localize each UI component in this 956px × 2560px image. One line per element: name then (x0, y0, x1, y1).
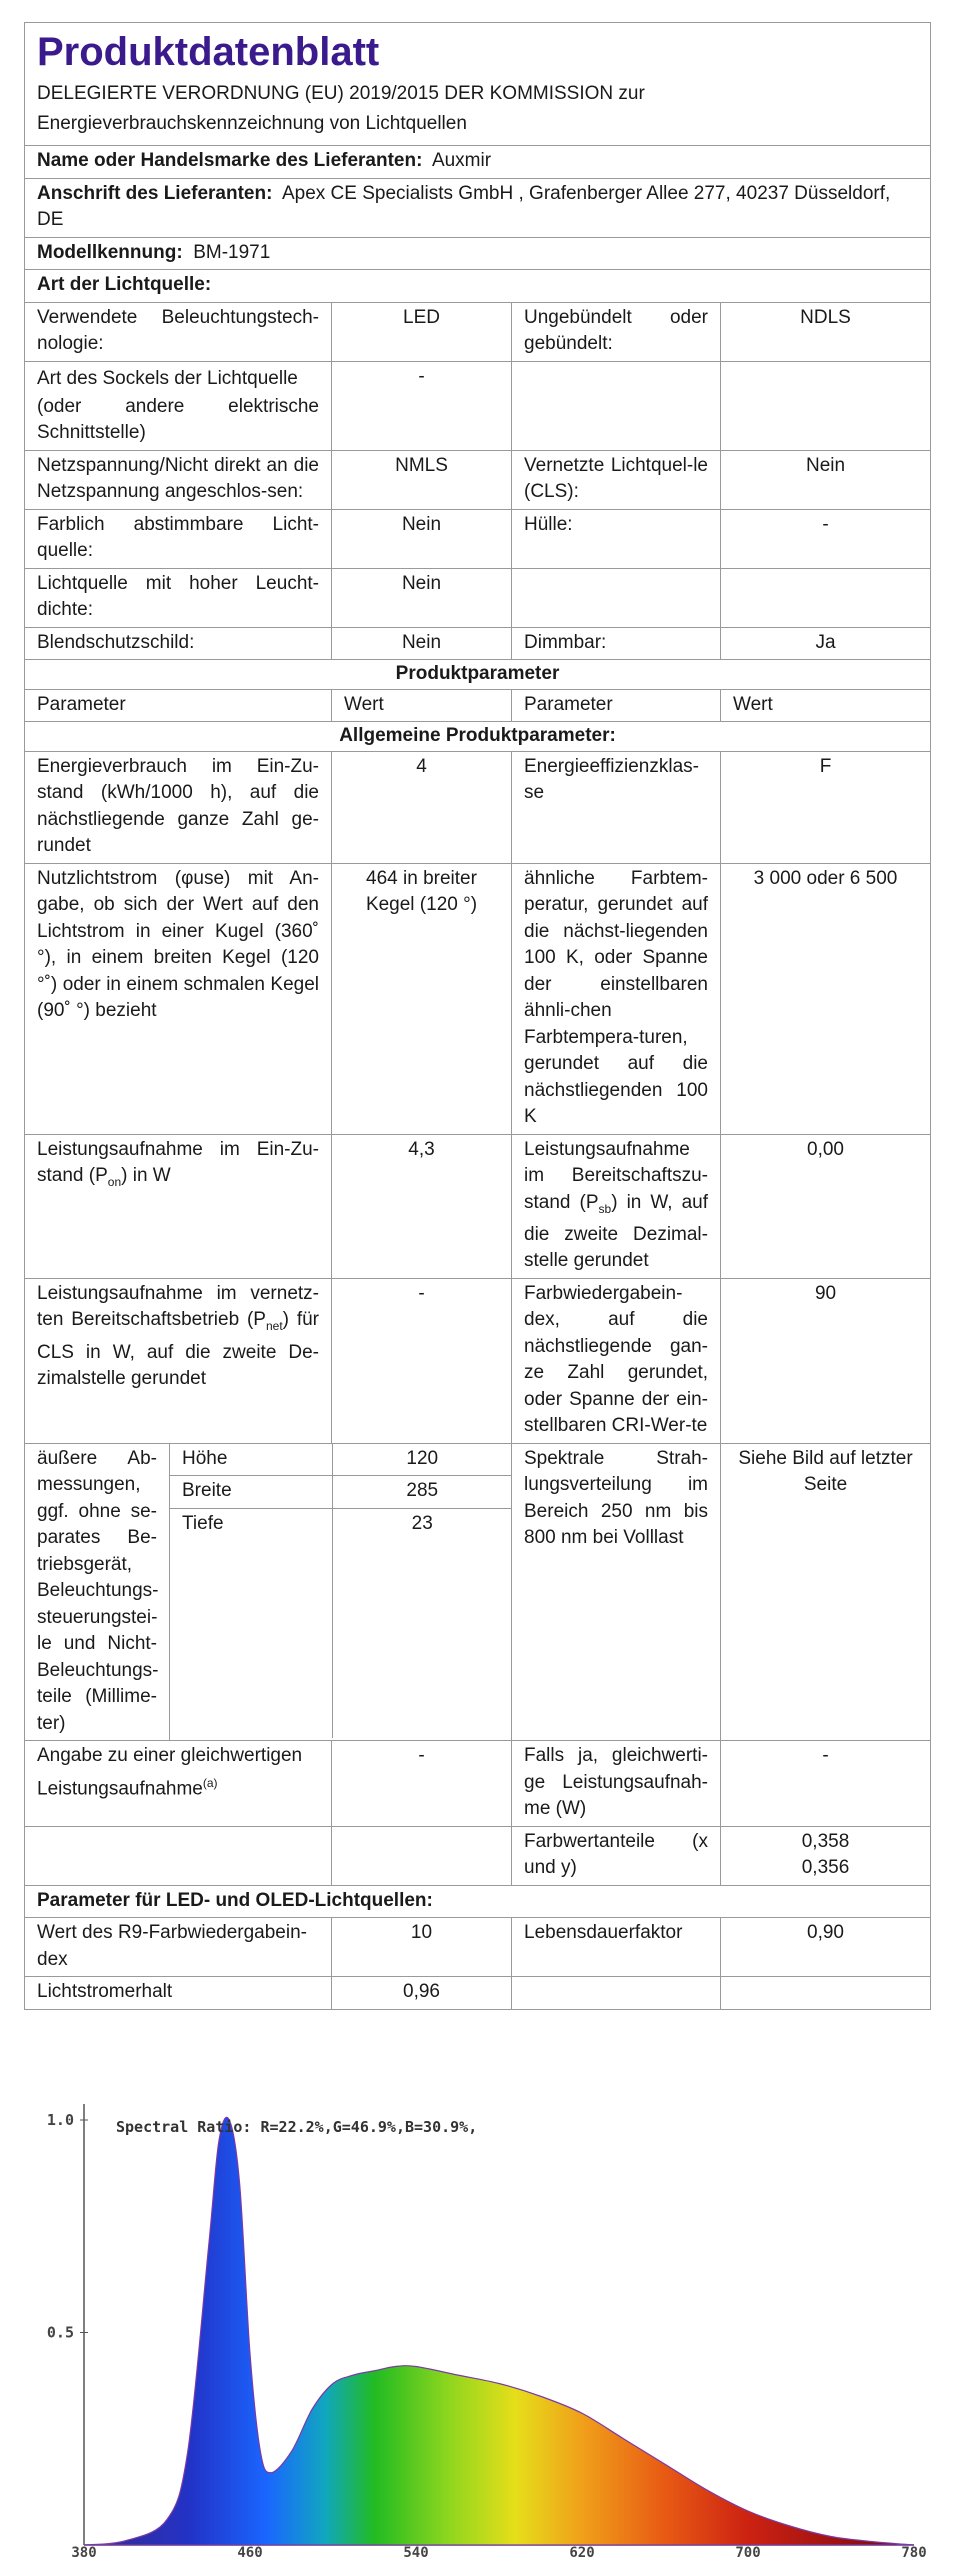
equivalent-power-text: Angabe zu einer gleichwertigen Leistungsaufnahme (37, 1745, 303, 1800)
model-label: Modellkennung: (37, 241, 183, 263)
datasheet (24, 22, 930, 2010)
supplier-address-label: Anschrift des Lieferanten: (37, 182, 273, 204)
standby-value: 0,00 (721, 1134, 931, 1278)
datasheet-table (24, 22, 931, 2010)
x-tick-label: 620 (569, 2545, 595, 2560)
dimmable-label: Dimmbar: (512, 627, 721, 660)
width-value: 285 (332, 1476, 512, 1509)
cct-label: ähnliche Farbtem-peratur, gerundet auf die nächst-liegenden 100 K, oder Spanne der einstellbaren ähnli-chen Farbtempera-turen, gerundet auf die nächstliegenden 100 K (512, 863, 721, 1134)
network-standby-label-a: Leistungsaufnahme im vernetz-ten Bereitschaftsbetrieb (P (37, 1282, 319, 1331)
network-standby-label-b: ) für CLS in W, auf die zweite De-zimalstelle gerundet (37, 1309, 319, 1390)
survival-factor-label: Lebensdauerfaktor (512, 1918, 721, 1977)
r9-row (25, 1918, 931, 1977)
light-type-heading: Art der Lichtquelle: (25, 270, 931, 303)
general-params-heading: Allgemeine Produktparameter: (25, 722, 931, 752)
supplier-address-value: Apex CE Specialists GmbH , Grafenberger Allee 277, 40237 Düsseldorf, DE (37, 182, 891, 230)
x-tick-label: 380 (71, 2545, 97, 2560)
power-on-sub: on (107, 1174, 122, 1189)
socket-label-a: Art des Sockels der Lichtquelle (37, 367, 298, 389)
high-luminance-row (25, 568, 931, 627)
regulation-line-1: DELEGIERTE VERORDNUNG (EU) 2019/2015 DER KOMMISSION zur (37, 83, 645, 104)
tunable-row (25, 509, 931, 568)
flux-value: 464 in breiter Kegel (120 °) (332, 863, 512, 1134)
supplier-name-label: Name oder Handelsmarke des Lieferanten: (37, 150, 423, 171)
power-on-label (25, 1134, 332, 1278)
x-tick-label: 780 (901, 2545, 927, 2560)
depth-row (170, 1508, 512, 1738)
connected-label: Vernetzte Lichtquel-le (CLS): (512, 450, 721, 509)
spectrum-area (84, 2117, 914, 2545)
supplier-name-cell (25, 146, 931, 179)
standby-label-a: Leistungsaufnahme im Bereitschaftszu-stand (P (524, 1138, 708, 1213)
supplier-name-row (25, 146, 931, 179)
footnote-marker: (a) (202, 1775, 218, 1790)
spectral-value: Siehe Bild auf letzter Seite (721, 1443, 931, 1741)
x-tick-label: 700 (735, 2545, 761, 2560)
glare-shield-label: Blendschutzschild: (25, 627, 332, 660)
product-params-heading-row (25, 660, 931, 690)
tunable-value: Nein (332, 509, 512, 568)
height-label: Höhe (170, 1444, 332, 1476)
survival-factor-value: 0,90 (721, 1918, 931, 1977)
empty-cell (721, 361, 931, 450)
chromaticity-values (721, 1826, 931, 1885)
envelope-label: Hülle: (512, 509, 721, 568)
depth-value: 23 (332, 1508, 512, 1738)
chromaticity-label: Farbwertanteile (x und y) (512, 1826, 721, 1885)
equivalent-power-row (25, 1741, 931, 1827)
column-header-value: Wert (721, 689, 931, 722)
dimmable-value: Ja (721, 627, 931, 660)
column-header-value: Wert (332, 689, 512, 722)
bundled-label: Ungebündelt oder gebündelt: (512, 302, 721, 361)
x-axis-ticks (71, 2545, 926, 2560)
empty-cell (512, 568, 721, 627)
power-on-label-a: Leistungsaufnahme im Ein-Zu-stand (P (37, 1138, 319, 1186)
x-tick-label: 540 (403, 2545, 429, 2560)
power-on-label-b: ) in W (121, 1165, 171, 1186)
equivalent-power-label (25, 1741, 332, 1827)
depth-label: Tiefe (182, 1512, 224, 1534)
empty-cell (721, 568, 931, 627)
chromaticity-y: 0,356 (801, 1857, 850, 1879)
standby-label (512, 1134, 721, 1278)
empty-cell (512, 361, 721, 450)
product-params-heading: Produktparameter (25, 660, 931, 690)
page-title: Produktdatenblatt (37, 30, 380, 74)
mains-row (25, 450, 931, 509)
empty-cell (332, 1826, 512, 1885)
dimensions-label: äußere Ab-messungen, ggf. ohne se-parates Be-triebsgerät, Beleuchtungs-steuerungstei-le und Nicht-Beleuchtungs-teile (Millime-ter) (25, 1443, 170, 1741)
technology-row (25, 302, 931, 361)
y-tick-label: 1.0 (46, 2111, 74, 2129)
equivalent-power-value: - (332, 1741, 512, 1827)
energy-label: Energieverbrauch im Ein-Zu-stand (kWh/1000 h), auf die nächstliegende ganze Zahl ge-rundet (25, 751, 332, 863)
chromaticity-x: 0,358 (801, 1830, 850, 1852)
led-params-heading: Parameter für LED- und OLED-Lichtquellen: (25, 1885, 931, 1918)
network-standby-row (25, 1278, 931, 1443)
tunable-label: Farblich abstimmbare Licht-quelle: (25, 509, 332, 568)
r9-value: 10 (332, 1918, 512, 1977)
dimensions-values-cell (170, 1443, 512, 1741)
spectral-label: Spektrale Strah-lungsverteilung im Bereich 250 nm bis 800 nm bei Volllast (512, 1443, 721, 1741)
cri-label: Farbwiedergabein-dex, auf die nächstliegende gan-ze Zahl gerundet, oder Spanne der ein-stellbaren CRI-Wer-te (512, 1278, 721, 1443)
high-luminance-label: Lichtquelle mit hoher Leucht-dichte: (25, 568, 332, 627)
regulation-line-2: Energieverbrauchskennzeichnung von Lichtquellen (37, 113, 467, 134)
efficiency-class-label: Energieeffizienzklas-se (512, 751, 721, 863)
network-standby-value: - (332, 1278, 512, 1443)
technology-label: Verwendete Beleuchtungstech-nologie: (25, 302, 332, 361)
model-row (25, 237, 931, 270)
spectral-distribution-graph (24, 2090, 930, 2560)
envelope-value: - (721, 509, 931, 568)
standby-sub: sb (598, 1201, 612, 1216)
supplier-name-value: Auxmir (431, 150, 492, 171)
socket-label-cell (25, 361, 332, 450)
supplier-address-cell (25, 178, 931, 237)
lumen-maintenance-row (25, 1977, 931, 2010)
chromaticity-row (25, 1826, 931, 1885)
glare-shield-value: Nein (332, 627, 512, 660)
glare-shield-row (25, 627, 931, 660)
mains-value: NMLS (332, 450, 512, 509)
connected-value: Nein (721, 450, 931, 509)
x-tick-label: 460 (237, 2545, 263, 2560)
energy-row (25, 751, 931, 863)
cri-value: 90 (721, 1278, 931, 1443)
socket-label-b: (oder andere elektrische Schnittstelle) (37, 395, 319, 443)
led-params-heading-row (25, 1885, 931, 1918)
energy-value: 4 (332, 751, 512, 863)
empty-cell (512, 1977, 721, 2010)
spectral-ratio-text: Spectral Ratio: R=22.2%,G=46.9%,B=30.9%, (116, 2118, 478, 2136)
height-value: 120 (332, 1444, 512, 1476)
equivalent-watt-label: Falls ja, gleichwerti-ge Leistungsaufnah-me (W) (512, 1741, 721, 1827)
socket-value: - (332, 361, 512, 450)
technology-value: LED (332, 302, 512, 361)
width-row (170, 1476, 512, 1509)
model-value: BM-1971 (193, 241, 271, 263)
r9-label: Wert des R9-Farbwiedergabein-dex (25, 1918, 332, 1977)
empty-cell (721, 1977, 931, 2010)
lumen-maintenance-value: 0,96 (332, 1977, 512, 2010)
cct-value: 3 000 oder 6 500 (721, 863, 931, 1134)
dimensions-row (25, 1443, 931, 1741)
power-on-value: 4,3 (332, 1134, 512, 1278)
lumen-maintenance-label: Lichtstromerhalt (25, 1977, 332, 2010)
y-axis-ticks (47, 2111, 74, 2342)
high-luminance-value: Nein (332, 568, 512, 627)
height-row (170, 1444, 512, 1476)
width-label: Breite (170, 1476, 332, 1509)
y-tick-label: 0.5 (46, 2323, 74, 2342)
model-cell (25, 237, 931, 270)
efficiency-class-value: F (721, 751, 931, 863)
column-header-row (25, 689, 931, 722)
column-header-parameter: Parameter (25, 689, 332, 722)
dimensions-table (170, 1444, 512, 1738)
light-type-heading-row (25, 270, 931, 303)
flux-label: Nutzlichtstrom (φuse) mit An-gabe, ob sich der Wert auf den Lichtstrom in einer Kugel (360˚ °), in einem breiten Kegel (120 °˚) oder in einem schmalen Kegel (90˚ °) bezieht (25, 863, 332, 1134)
empty-cell (25, 1826, 332, 1885)
mains-label: Netzspannung/Nicht direkt an die Netzspannung angeschlos-sen: (25, 450, 332, 509)
socket-row (25, 361, 931, 450)
network-standby-label (25, 1278, 332, 1443)
power-row (25, 1134, 931, 1278)
general-params-heading-row (25, 722, 931, 752)
bundled-value: NDLS (721, 302, 931, 361)
equivalent-watt-value: - (721, 1741, 931, 1827)
supplier-address-row (25, 178, 931, 237)
column-header-parameter: Parameter (512, 689, 721, 722)
header-row (25, 23, 931, 146)
standby-label-b: ) in W, auf die zweite Dezimal-stelle gerundet (524, 1191, 708, 1272)
header-cell (25, 23, 931, 146)
network-standby-sub: net (265, 1319, 283, 1334)
flux-row (25, 863, 931, 1134)
